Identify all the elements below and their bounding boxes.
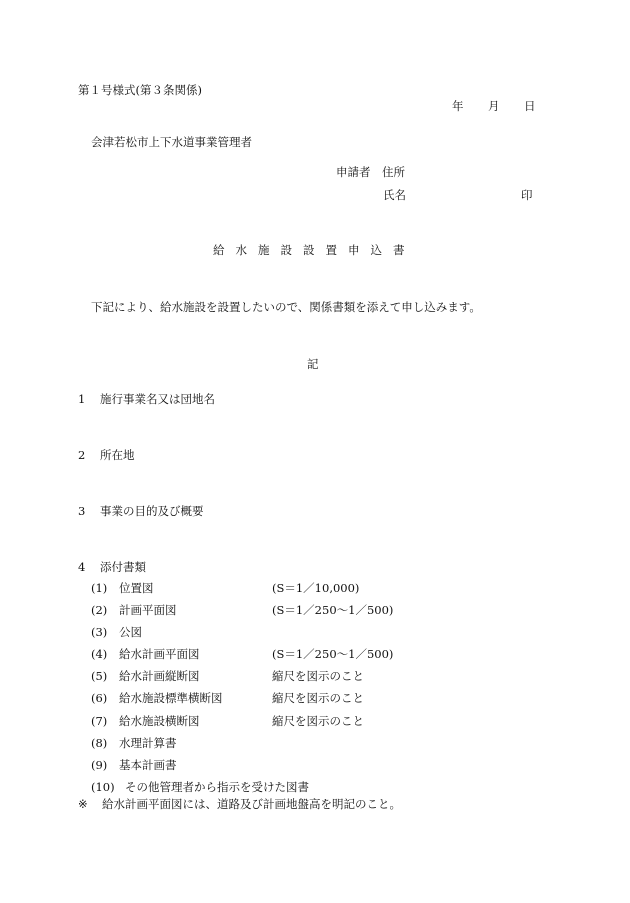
attachment-number: (10) <box>91 779 115 794</box>
section-project-name <box>78 391 215 407</box>
section-location <box>78 447 135 463</box>
applicant-name-label: 氏名 <box>383 188 406 202</box>
section-number: 2 <box>78 448 86 462</box>
attachment-scale: 縮尺を図示のこと <box>272 669 364 684</box>
attachment-number: (5) <box>91 669 108 684</box>
attachment-name: 給水施設標準横断図 <box>119 691 223 706</box>
date-month: 月 <box>488 99 500 113</box>
attachment-name: 給水計画平面図 <box>119 647 200 662</box>
attachment-name: その他管理者から指示を受けた図書 <box>125 779 309 794</box>
attachment-number: (7) <box>91 713 108 728</box>
attachment-item <box>91 624 393 646</box>
attachment-item <box>91 580 393 602</box>
attachment-number: (4) <box>91 647 108 662</box>
attachment-number: (8) <box>91 735 108 750</box>
attachment-name: 給水施設横断図 <box>119 713 200 728</box>
form-number: 第１号様式(第３条関係) <box>78 83 202 97</box>
attachment-name: 水理計算書 <box>119 735 177 750</box>
attachment-scale: (S＝1／10,000) <box>272 581 360 595</box>
note-mark: ※ <box>78 797 88 811</box>
attachment-scale: (S＝1／250～1／500) <box>272 647 394 662</box>
section-label: 施行事業名又は団地名 <box>100 392 215 406</box>
attachment-item <box>91 690 393 712</box>
attachment-number: (1) <box>91 581 108 595</box>
attachment-number: (9) <box>91 757 108 772</box>
attachment-name: 基本計画書 <box>119 757 177 772</box>
addressee: 会津若松市上下水道事業管理者 <box>91 135 252 149</box>
attachment-name: 給水計画縦断図 <box>119 669 200 684</box>
attachment-number: (3) <box>91 625 108 640</box>
attachment-item <box>91 735 393 757</box>
section-purpose <box>78 503 204 519</box>
section-number: 1 <box>78 392 86 406</box>
section-label: 添付書類 <box>100 560 146 574</box>
attachment-name: 位置図 <box>119 581 154 595</box>
attachment-number: (6) <box>91 691 108 706</box>
section-number: 3 <box>78 504 86 518</box>
note-text: 給水計画平面図には、道路及び計画地盤高を明記のこと。 <box>102 797 401 811</box>
ki-heading: 記 <box>307 357 319 371</box>
attachment-item <box>91 602 393 624</box>
date-year: 年 <box>452 99 464 113</box>
attachment-item <box>91 668 393 690</box>
attachment-scale: (S＝1／250～1／500) <box>272 603 394 618</box>
attachment-item <box>91 757 393 779</box>
applicant-address-label: 申請者 住所 <box>336 165 405 179</box>
intro-text: 下記により、給水施設を設置したいので、関係書類を添えて申し込みます。 <box>91 300 481 314</box>
document-title: 給水施設設置申込書 <box>213 243 416 257</box>
attachment-list <box>91 580 393 801</box>
attachment-scale: 縮尺を図示のこと <box>272 713 364 728</box>
attachment-item <box>91 646 393 668</box>
section-number: 4 <box>78 560 86 574</box>
section-attachments <box>78 559 146 575</box>
note <box>78 796 401 812</box>
section-label: 事業の目的及び概要 <box>100 504 204 518</box>
section-label: 所在地 <box>100 448 135 462</box>
attachment-item <box>91 713 393 735</box>
attachment-scale: 縮尺を図示のこと <box>272 691 364 706</box>
seal-mark: 印 <box>521 188 533 202</box>
attachment-name: 計画平面図 <box>119 603 177 618</box>
attachment-name: 公図 <box>119 625 142 640</box>
date-line <box>452 98 536 114</box>
date-day: 日 <box>524 99 536 113</box>
attachment-number: (2) <box>91 603 108 618</box>
